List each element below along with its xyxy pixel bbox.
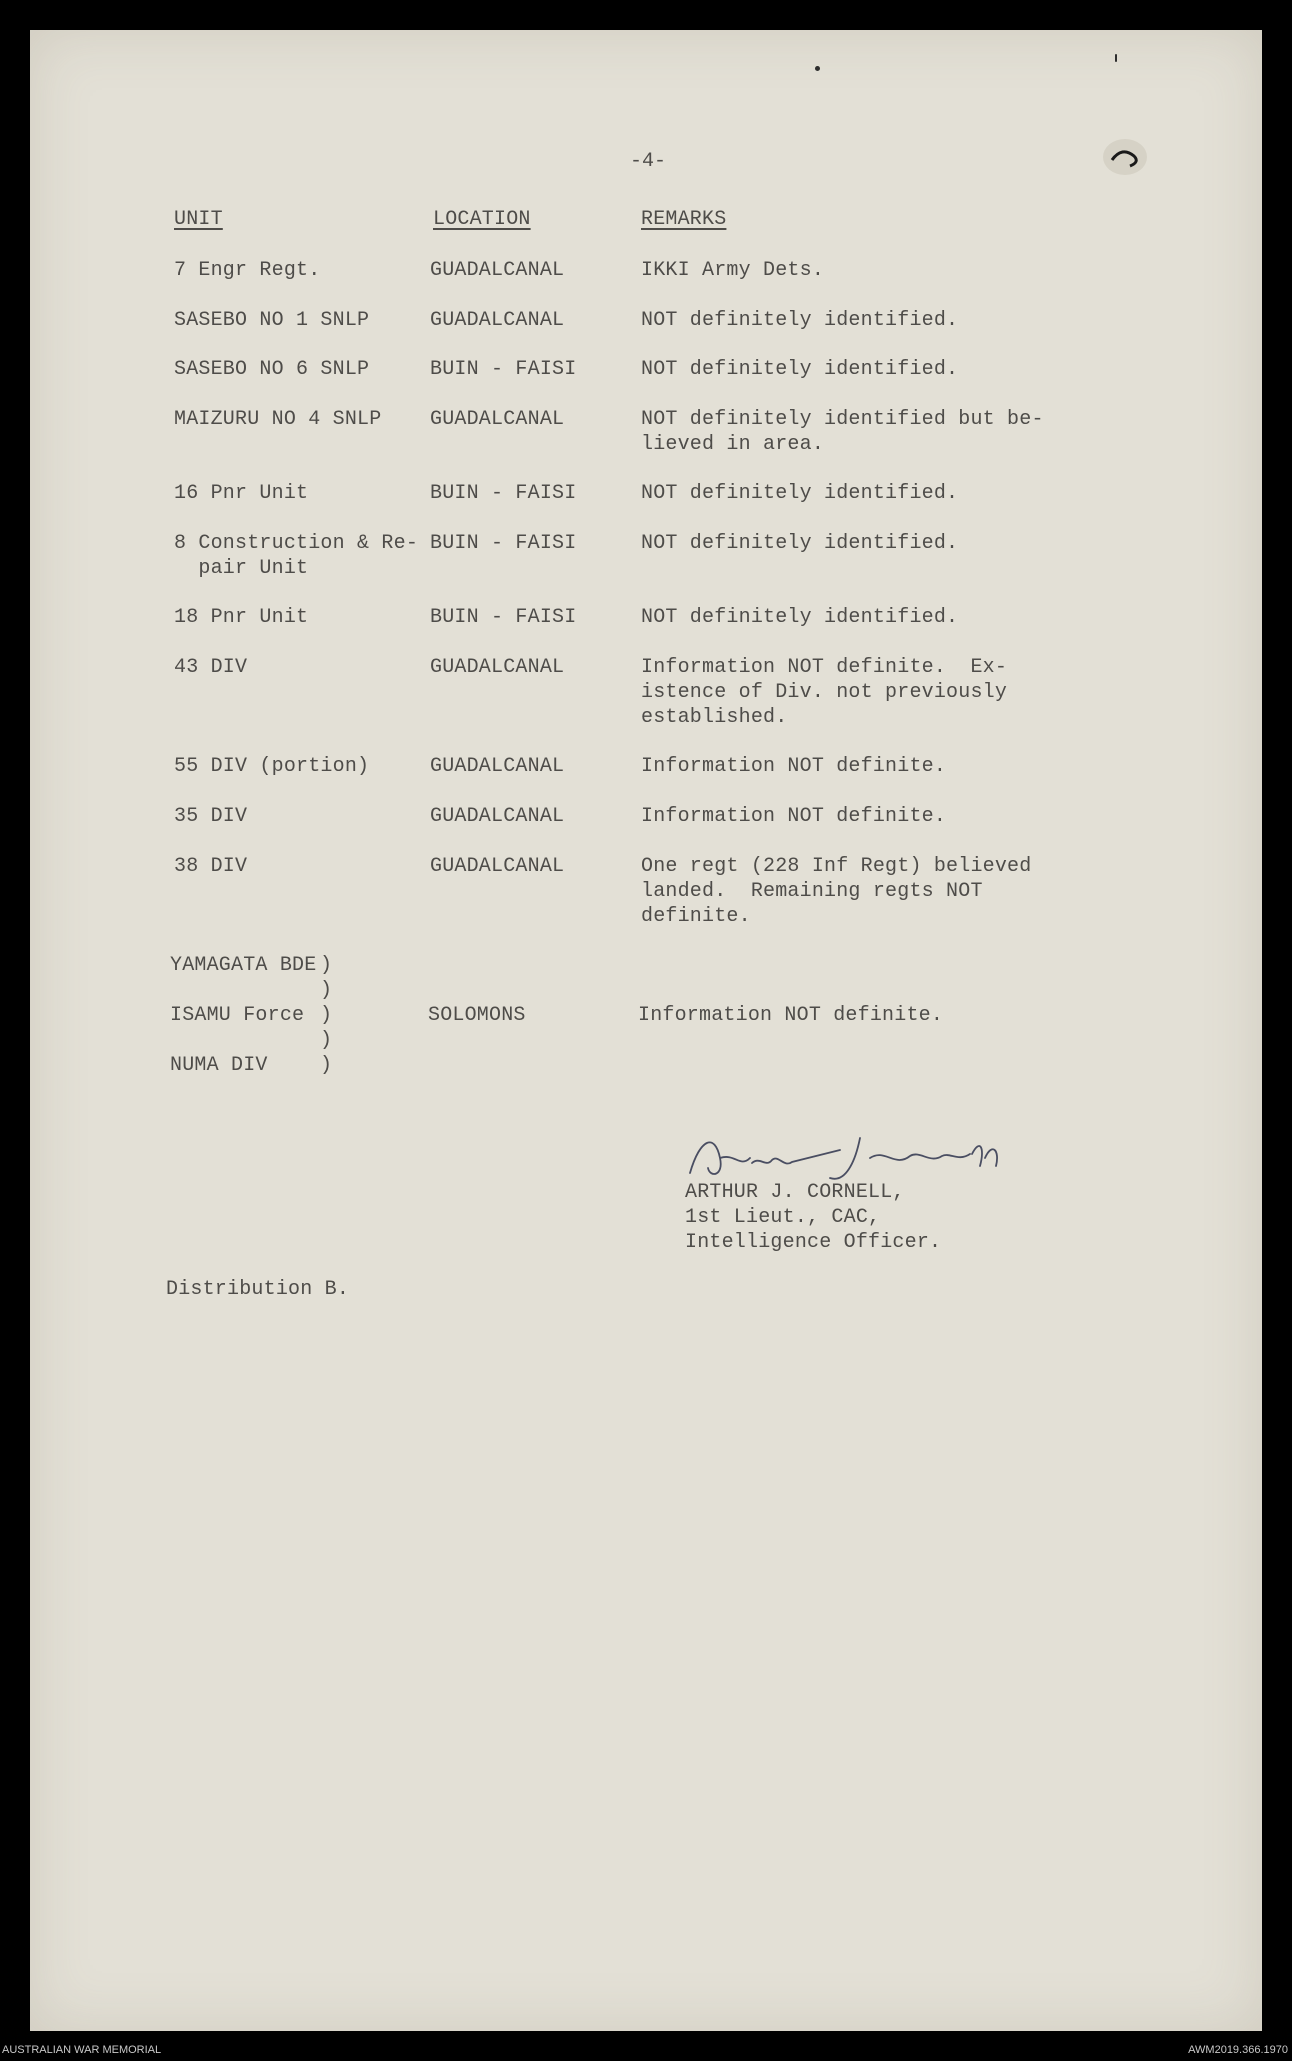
row-unit: 8 Construction & Re- pair Unit <box>174 532 419 580</box>
bracket-group-mark: ) ) ) ) ) <box>320 954 333 1077</box>
header-location: LOCATION <box>433 208 531 231</box>
row-remarks: IKKI Army Dets. <box>641 259 825 282</box>
row-location: GUADALCANAL <box>430 755 565 778</box>
row-remarks: NOT definitely identified. <box>641 482 959 505</box>
row-location: BUIN - FAISI <box>430 482 577 505</box>
header-unit: UNIT <box>174 208 223 231</box>
group-unit: ISAMU Force <box>170 1004 305 1027</box>
paper-speck <box>815 66 820 71</box>
row-unit: 18 Pnr Unit <box>174 606 309 629</box>
row-location: GUADALCANAL <box>430 309 565 332</box>
row-remarks: NOT definitely identified. <box>641 532 959 555</box>
signature-rank: 1st Lieut., CAC, <box>685 1206 881 1229</box>
row-remarks: Information NOT definite. <box>641 805 947 828</box>
row-unit: 43 DIV <box>174 656 248 679</box>
row-location: BUIN - FAISI <box>430 532 577 555</box>
row-remarks: Information NOT definite. <box>641 755 947 778</box>
row-location: BUIN - FAISI <box>430 358 577 381</box>
row-unit: MAIZURU NO 4 SNLP <box>174 408 382 431</box>
row-unit: 38 DIV <box>174 855 248 878</box>
row-location: GUADALCANAL <box>430 408 565 431</box>
paper-damage-mark <box>1090 122 1160 192</box>
row-remarks: NOT definitely identified. <box>641 358 959 381</box>
row-location: GUADALCANAL <box>430 805 565 828</box>
row-remarks: One regt (228 Inf Regt) believed landed. Remaining regts NOT definite. <box>641 855 1032 928</box>
row-remarks: Information NOT definite. Ex- istence of Div. not previously established. <box>641 656 1008 729</box>
row-location: GUADALCANAL <box>430 855 565 878</box>
row-location: BUIN - FAISI <box>430 606 577 629</box>
group-remarks: Information NOT definite. <box>638 1004 944 1027</box>
row-unit: SASEBO NO 1 SNLP <box>174 309 370 332</box>
footer-accession-number: AWM2019.366.1970 <box>1188 2044 1288 2056</box>
row-unit: 55 DIV (portion) <box>174 755 370 778</box>
distribution-line: Distribution B. <box>166 1278 350 1301</box>
row-unit: 7 Engr Regt. <box>174 259 321 282</box>
handwritten-signature <box>680 1128 1020 1188</box>
page-number: -4- <box>630 150 667 173</box>
header-remarks: REMARKS <box>641 208 727 231</box>
signature-title: Intelligence Officer. <box>685 1231 942 1254</box>
group-location: SOLOMONS <box>428 1004 526 1027</box>
row-remarks: NOT definitely identified but be- lieved in area. <box>641 408 1044 456</box>
row-unit: 35 DIV <box>174 805 248 828</box>
row-unit: 16 Pnr Unit <box>174 482 309 505</box>
row-unit: SASEBO NO 6 SNLP <box>174 358 370 381</box>
row-remarks: NOT definitely identified. <box>641 309 959 332</box>
paper-speck <box>1115 54 1117 62</box>
row-remarks: NOT definitely identified. <box>641 606 959 629</box>
row-location: GUADALCANAL <box>430 259 565 282</box>
group-unit: YAMAGATA BDE <box>170 954 317 977</box>
group-unit: NUMA DIV <box>170 1054 268 1077</box>
signature-name: ARTHUR J. CORNELL, <box>685 1181 905 1204</box>
row-location: GUADALCANAL <box>430 656 565 679</box>
footer-archive-name: AUSTRALIAN WAR MEMORIAL <box>2 2044 162 2056</box>
